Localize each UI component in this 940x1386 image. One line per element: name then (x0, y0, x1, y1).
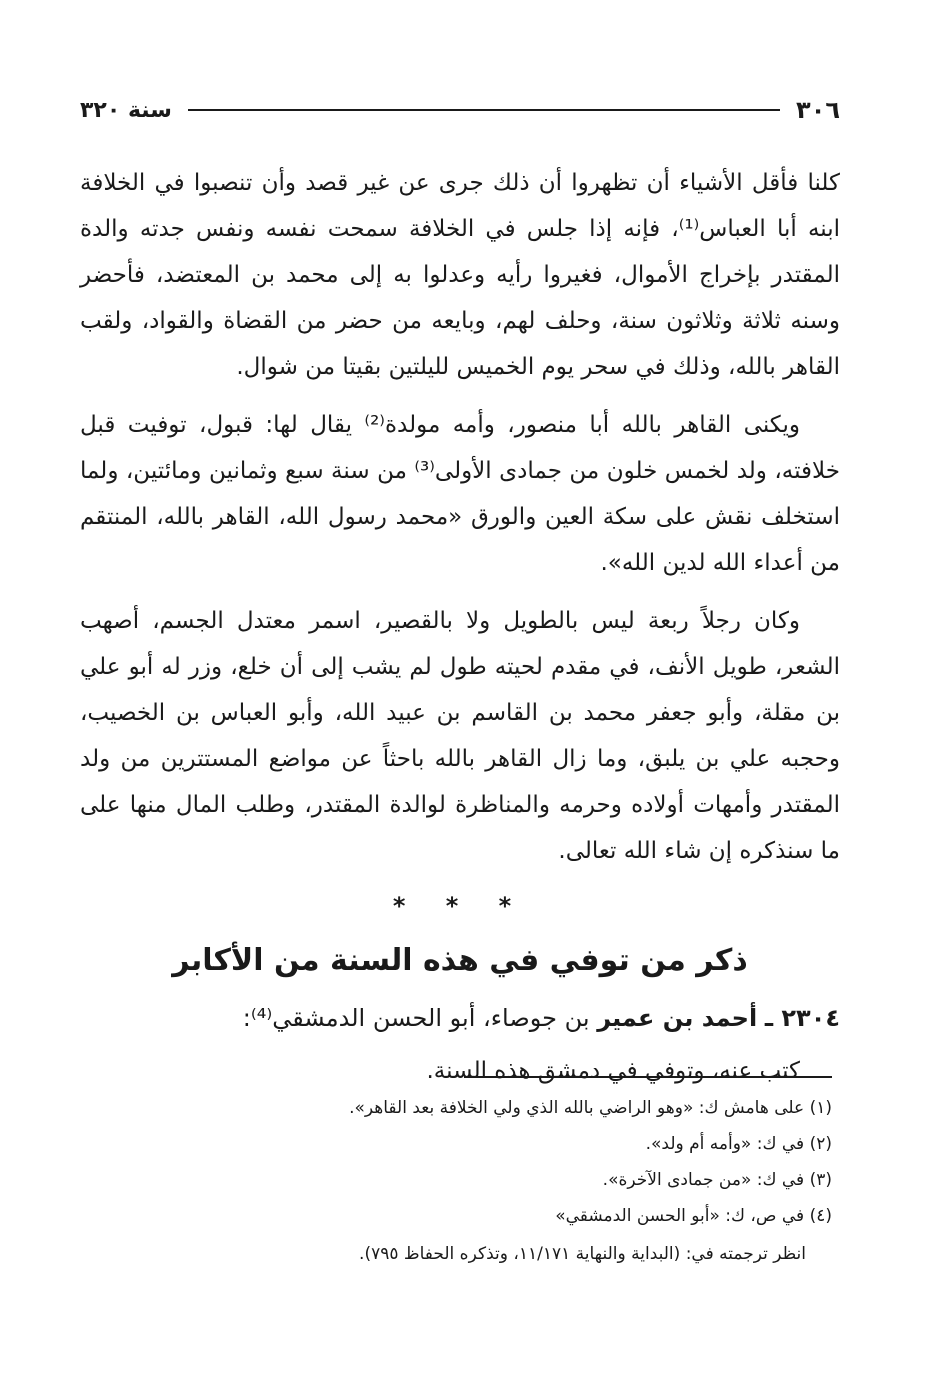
entry-name: أحمد بن عمير (597, 1004, 758, 1032)
paragraph-1: كلنا فأقل الأشياء أن تظهروا أن ذلك جرى عن غير قصد وأن تنصبوا في الخلافة ابنه أبا العباس⁽¹⁾، فإنه إذا جلس في الخلافة سمحت نفسه ونفس جدته والدة المقتدر بإخراج الأموال، فغيروا رأيه وعدلوا به إلى محمد بن المعتضد، فأحضر وسنه ثلاثة وثلاثون سنة، وحلف لهم، وبايعه من حضر من القضاة والقواد، ولقب القاهر بالله، وذلك في سحر يوم الخميس لليلتين بقيتا من شوال. (80, 170, 841, 380)
paragraph-2: ويكنى القاهر بالله أبا منصور، وأمه مولدة⁽²⁾ يقال لها: قبول، توفيت قبل خلافته، ولد لخمس خلون من جمادى الأولى⁽³⁾ من سنة سبع وثمانين ومائتين، ولما استخلف نقش على سكة العين والورق «محمد رسول الله، القاهر بالله، المنتقم من أعداء الله لدين الله». (80, 412, 840, 576)
paragraph-3: وكان رجلاً ربعة ليس بالطويل ولا بالقصير، اسمر معتدل الجسم، أصهب الشعر، طويل الأنف، في مقدم لحيته طول لم يشب إلى أن خلع، وزر له أبو علي بن مقلة، وأبو جعفر محمد بن القاسم بن عبيد الله، وأبو العباس بن الخصيب، وحجبه علي بن يلبق، وما زال القاهر بالله باحثاً عن مواضع المستترين من ولد المقتدر وأمهات أولاده وحرمه والمناظرة لوالدة المقتدر، وطلب المال منها على ما سنذكره إن شاء الله تعالى. (80, 608, 840, 864)
running-title: سنة ٣٢٠ (80, 97, 172, 123)
section-heading: ذكر من توفي في هذه السنة من الأكابر (172, 943, 748, 978)
header-rule (188, 109, 780, 111)
running-header (80, 92, 840, 128)
footnote-2: (٢) في ك: «وأمه أم ولد». (645, 1134, 832, 1154)
footnote-3: (٣) في ك: «من جمادى الآخرة». (602, 1170, 832, 1190)
footnote-rule (464, 1076, 832, 1078)
section-separator: * * * (392, 892, 528, 920)
biography-entry-heading (80, 994, 840, 1042)
footnote-4-reference: انظر ترجمته في: (البداية والنهاية ١١/١٧١، وتذكره الحفاظ ٧٩٥). (359, 1244, 806, 1264)
entry-number: ٢٣٠٤ ـ (764, 1004, 840, 1032)
body-text (80, 160, 840, 1094)
biography-entry-body: كتب عنه، وتوفي في دمشق هذه السنة. (426, 1058, 800, 1084)
footnote-1: (١) على هامش ك: «وهو الراضي بالله الذي ولي الخلافة بعد القاهر». (349, 1098, 832, 1118)
footnotes (112, 1090, 832, 1272)
entry-name-rest: بن جوصاء، أبو الحسن الدمشقي⁽⁴⁾: (242, 1004, 590, 1032)
page-number: ٣٠٦ (796, 96, 840, 124)
footnote-4: (٤) في ص، ك: «أبو الحسن الدمشقي» (555, 1206, 832, 1226)
